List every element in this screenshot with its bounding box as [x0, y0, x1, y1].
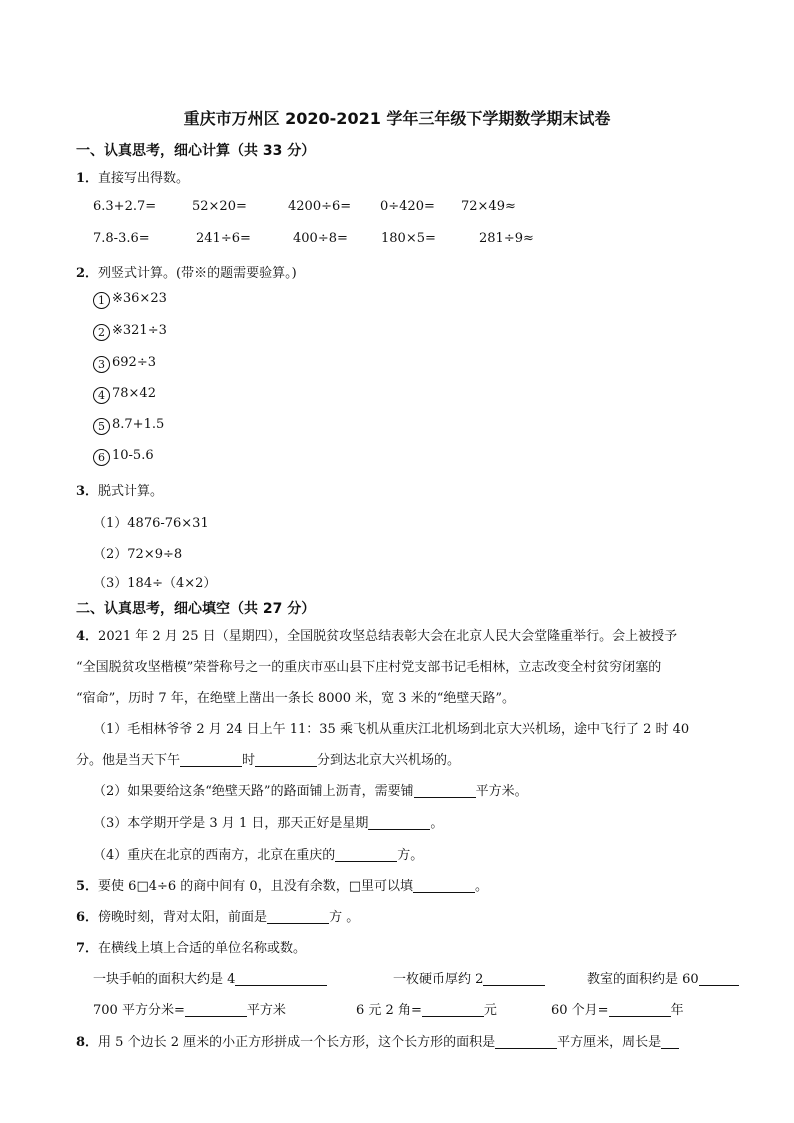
- answer-blank[interactable]: [414, 783, 476, 798]
- question-number: 4．: [76, 629, 99, 644]
- answer-blank[interactable]: [180, 752, 242, 767]
- unit-item: 一枚硬币厚约 2: [393, 968, 545, 987]
- section-2-heading: 二、认真思考，细心填空（共 27 分）: [76, 601, 316, 617]
- vertical-calc-item: 6 10-5.6: [93, 448, 154, 466]
- calc-item: 400÷8=: [293, 231, 348, 246]
- answer-blank[interactable]: [413, 878, 475, 893]
- answer-blank[interactable]: [495, 1034, 557, 1049]
- page-title: 重庆市万州区 2020-2021 学年三年级下学期数学期末试卷: [183, 109, 611, 128]
- answer-blank[interactable]: [255, 752, 317, 767]
- question-5: 5．要使 6□4÷6 的商中间有 0，且没有余数，□里可以填 。: [76, 879, 489, 894]
- calc-item: 7.8-3.6=: [93, 231, 150, 246]
- unit-item: 700 平方分米= 平方米: [93, 1003, 286, 1018]
- question-number: 8．: [76, 1035, 99, 1050]
- circled-number: 3: [93, 356, 110, 373]
- section-1-heading: 一、认真思考，细心计算（共 33 分）: [76, 143, 316, 159]
- circled-number: 6: [93, 449, 110, 466]
- question-number: 2．: [76, 266, 99, 281]
- stepwise-calc-item: （2）72×9÷8: [93, 547, 183, 562]
- calc-item: 72×49≈: [461, 199, 516, 214]
- answer-blank[interactable]: [483, 971, 545, 986]
- question-text: 直接写出得数。: [98, 171, 190, 186]
- stepwise-calc-item: （3）184÷（4×2）: [93, 576, 217, 591]
- circled-number: 1: [93, 292, 110, 309]
- calc-item: 281÷9≈: [479, 231, 534, 246]
- answer-blank[interactable]: [185, 1002, 247, 1017]
- question-4-sub-2: （2）如果要给这条“绝壁天路”的路面铺上沥青，需要铺 平方米。: [93, 784, 528, 799]
- calc-item: 241÷6=: [196, 231, 251, 246]
- question-number: 6．: [76, 910, 99, 925]
- unit-item: 教室的面积约是 60: [587, 968, 739, 987]
- answer-blank[interactable]: [699, 971, 739, 986]
- answer-blank[interactable]: [235, 971, 327, 986]
- question-6: 6．傍晚时刻，背对太阳，前面是 方 。: [76, 910, 360, 925]
- answer-blank[interactable]: [609, 1002, 671, 1017]
- question-8: 8．用 5 个边长 2 厘米的小正方形拼成一个长方形，这个长方形的面积是 平方厘米，周长是: [76, 1031, 679, 1050]
- circled-number: 5: [93, 418, 110, 435]
- vertical-calc-item: 2 ※321÷3: [93, 323, 167, 341]
- question-7: 7．在横线上填上合适的单位名称或数。: [76, 941, 307, 956]
- calc-item: 4200÷6=: [288, 199, 352, 214]
- unit-item: 60 个月= 年: [551, 1003, 684, 1018]
- unit-item: 6 元 2 角= 元: [356, 1003, 497, 1018]
- answer-blank[interactable]: [661, 1034, 679, 1049]
- answer-blank[interactable]: [422, 1002, 484, 1017]
- question-text: 列竖式计算。(带※的题需要验算。): [98, 266, 297, 281]
- calc-item: 6.3+2.7=: [93, 199, 157, 214]
- circled-number: 2: [93, 324, 110, 341]
- vertical-calc-item: 4 78×42: [93, 386, 156, 404]
- vertical-calc-item: 1 ※36×23: [93, 291, 167, 309]
- vertical-calc-item: 3 692÷3: [93, 355, 156, 373]
- question-4-line-2: “全国脱贫攻坚楷模”荣誉称号之一的重庆市巫山县下庄村党支部书记毛相林，立志改变全村贫穷闭塞的: [76, 660, 662, 675]
- question-number: 7．: [76, 941, 99, 956]
- question-number: 3．: [76, 484, 99, 499]
- circled-number: 4: [93, 387, 110, 404]
- calc-item: 0÷420=: [380, 199, 435, 214]
- answer-blank[interactable]: [335, 847, 397, 862]
- answer-blank[interactable]: [267, 909, 329, 924]
- question-number: 1．: [76, 171, 99, 186]
- question-text: 脱式计算。: [98, 484, 164, 499]
- question-4-sub-3: （3）本学期开学是 3 月 1 日，那天正好是星期 。: [93, 816, 444, 831]
- question-2: [76, 262, 297, 281]
- calc-item: 180×5=: [381, 231, 436, 246]
- stepwise-calc-item: （1）4876-76×31: [93, 516, 209, 531]
- question-4-line-3: “宿命”，历时 7 年，在绝壁上凿出一条长 8000 米，宽 3 米的“绝壁天路”。: [76, 691, 516, 706]
- question-4-line-1: 4．2021 年 2 月 25 日（星期四），全国脱贫攻坚总结表彰大会在北京人民大会堂隆重举行。会上被授予: [76, 629, 678, 644]
- question-3: [76, 480, 163, 499]
- question-4-sub-1-cont: 分。他是当天下午 时 分到达北京大兴机场的。: [76, 753, 461, 768]
- question-4-sub-1: （1）毛相林爷爷 2 月 24 日上午 11：35 乘飞机从重庆江北机场到北京大兴机场，途中飞行了 2 时 40: [93, 722, 690, 737]
- question-4-sub-4: （4）重庆在北京的西南方，北京在重庆的 方。: [93, 848, 424, 863]
- question-number: 5．: [76, 879, 99, 894]
- vertical-calc-item: 5 8.7+1.5: [93, 417, 164, 435]
- calc-item: 52×20=: [192, 199, 247, 214]
- answer-blank[interactable]: [368, 815, 430, 830]
- question-1: [76, 167, 189, 186]
- unit-item: 一块手帕的面积大约是 4: [93, 968, 327, 987]
